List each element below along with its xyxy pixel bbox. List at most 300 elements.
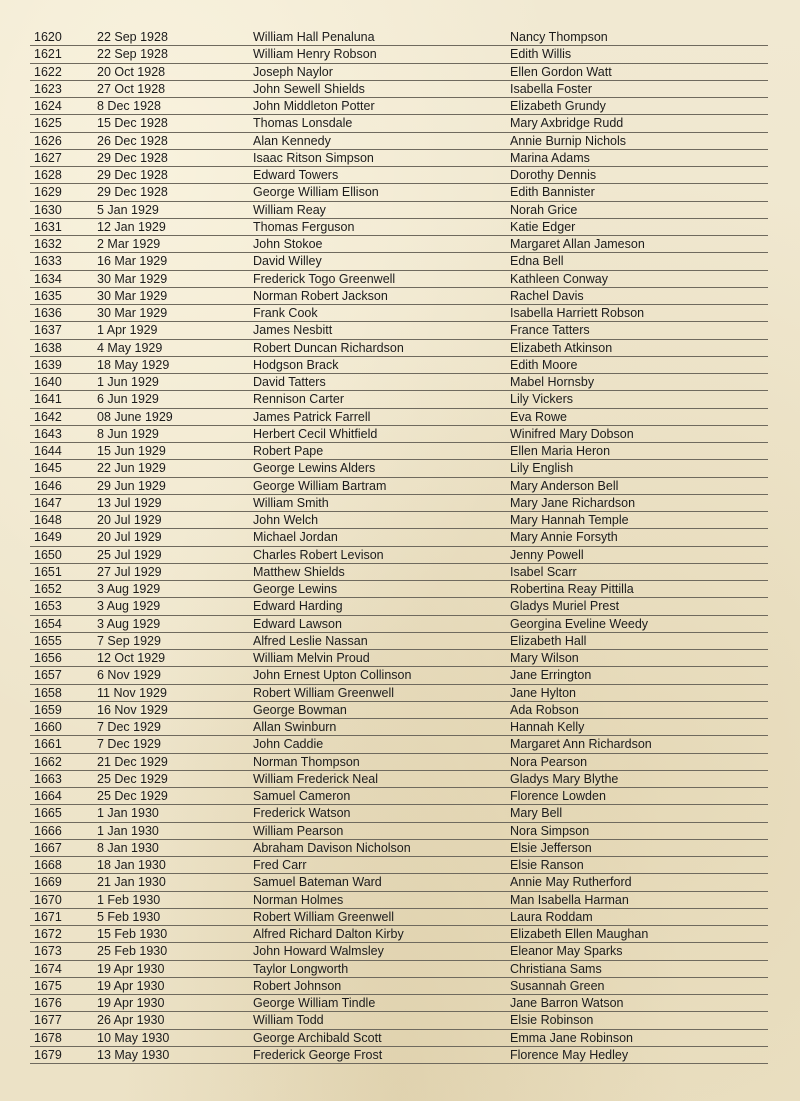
groom-name: Robert Pape	[253, 444, 324, 458]
bride-name: Mary Hannah Temple	[510, 513, 629, 527]
entry-number: 1657	[34, 668, 62, 683]
groom-name: Rennison Carter	[253, 392, 345, 407]
groom-name: William Henry Robson	[253, 47, 377, 62]
register-row	[30, 564, 768, 581]
groom-name: Robert William Greenwell	[253, 685, 395, 700]
marriage-date: 26 Apr 1930	[97, 1013, 165, 1028]
groom-name: William Smith	[253, 495, 329, 510]
bride-name: Ellen Maria Heron	[510, 444, 611, 458]
register-row	[30, 702, 768, 719]
bride-name: Dorothy Dennis	[510, 168, 597, 182]
entry-number: 1678	[34, 1030, 62, 1045]
entry-number: 1672	[34, 927, 62, 941]
register-row	[30, 788, 768, 805]
marriage-date: 25 Dec 1929	[97, 789, 168, 803]
entry-number: 1671	[34, 909, 62, 924]
marriage-date: 10 May 1930	[97, 1030, 170, 1045]
groom-name: David Willey	[253, 254, 322, 269]
register-row	[30, 460, 768, 477]
bride-name: Marina Adams	[510, 150, 590, 165]
entry-number: 1667	[34, 840, 62, 855]
groom-name: George Lewins Alders	[253, 461, 376, 476]
entry-number: 1668	[34, 858, 62, 872]
groom-name: Edward Harding	[253, 599, 343, 614]
register-row	[30, 288, 768, 305]
marriage-date: 29 Jun 1929	[97, 478, 166, 493]
entry-number: 1629	[34, 185, 62, 200]
marriage-date: 25 Feb 1930	[97, 944, 168, 959]
entry-number: 1620	[34, 30, 62, 44]
marriage-date: 7 Dec 1929	[97, 737, 161, 752]
entry-number: 1675	[34, 978, 62, 993]
entry-number: 1631	[34, 219, 62, 234]
bride-name: Georgina Eveline Weedy	[510, 616, 649, 631]
groom-name: George Lewins	[253, 582, 338, 596]
entry-number: 1652	[34, 582, 62, 596]
marriage-date: 5 Feb 1930	[97, 909, 161, 924]
bride-name: Elizabeth Hall	[510, 633, 587, 648]
bride-name: Annie Burnip Nichols	[510, 133, 627, 148]
bride-name: Lily Vickers	[510, 392, 573, 407]
entry-number: 1639	[34, 357, 62, 372]
entry-number: 1635	[34, 288, 62, 303]
register-row	[30, 892, 768, 909]
entry-number: 1648	[34, 513, 62, 527]
groom-name: William Melvin Proud	[253, 651, 370, 665]
marriage-date: 4 May 1929	[97, 340, 163, 355]
bride-name: Margaret Ann Richardson	[510, 737, 652, 752]
entry-number: 1665	[34, 806, 62, 821]
marriage-date: 11 Nov 1929	[97, 685, 167, 700]
entry-number: 1627	[34, 150, 62, 165]
marriage-date: 18 Jan 1930	[97, 858, 166, 872]
groom-name: John Middleton Potter	[253, 99, 375, 113]
marriage-date: 27 Jul 1929	[97, 564, 162, 579]
marriage-date: 25 Jul 1929	[97, 547, 162, 562]
marriage-date: 08 June 1929	[97, 409, 173, 424]
bride-name: Eva Rowe	[510, 409, 567, 424]
register-row	[30, 547, 768, 564]
register-row	[30, 409, 768, 426]
groom-name: Hodgson Brack	[253, 357, 339, 372]
bride-name: Jane Hylton	[510, 685, 577, 700]
bride-name: Isabel Scarr	[510, 564, 577, 579]
bride-name: Nora Simpson	[510, 823, 590, 838]
entry-number: 1660	[34, 720, 62, 734]
bride-name: Emma Jane Robinson	[510, 1030, 633, 1045]
register-row	[30, 391, 768, 408]
bride-name: Elizabeth Atkinson	[510, 340, 613, 355]
groom-name: Norman Thompson	[253, 754, 360, 769]
bride-name: Susannah Green	[510, 978, 605, 993]
entry-number: 1661	[34, 737, 62, 752]
entry-number: 1655	[34, 633, 62, 648]
marriage-date: 7 Dec 1929	[97, 720, 161, 734]
groom-name: Samuel Bateman Ward	[253, 875, 382, 890]
register-row	[30, 357, 768, 374]
entry-number: 1653	[34, 599, 62, 614]
groom-name: James Nesbitt	[253, 323, 333, 338]
groom-name: Charles Robert Levison	[253, 547, 384, 562]
bride-name: Margaret Allan Jameson	[510, 237, 645, 251]
marriage-date: 26 Dec 1928	[97, 133, 168, 148]
groom-name: John Stokoe	[253, 237, 323, 251]
bride-name: Eleanor May Sparks	[510, 944, 623, 959]
entry-number: 1666	[34, 823, 62, 838]
register-row	[30, 202, 768, 219]
marriage-date: 1 Apr 1929	[97, 323, 158, 338]
bride-name: Robertina Reay Pittilla	[510, 582, 634, 596]
groom-name: George William Bartram	[253, 478, 387, 493]
register-row	[30, 115, 768, 132]
groom-name: Allan Swinburn	[253, 720, 337, 734]
groom-name: John Ernest Upton Collinson	[253, 668, 412, 683]
bride-name: Ellen Gordon Watt	[510, 64, 612, 79]
bride-name: Mary Annie Forsyth	[510, 530, 618, 545]
bride-name: Gladys Muriel Prest	[510, 599, 620, 614]
bride-name: Elsie Robinson	[510, 1013, 594, 1028]
entry-number: 1633	[34, 254, 62, 269]
marriage-date: 1 Jan 1930	[97, 806, 159, 821]
bride-name: Mary Axbridge Rudd	[510, 116, 624, 131]
register-row	[30, 909, 768, 926]
entry-number: 1656	[34, 651, 62, 665]
marriage-date: 6 Nov 1929	[97, 668, 161, 683]
register-row	[30, 98, 768, 115]
groom-name: David Tatters	[253, 375, 326, 389]
entry-number: 1650	[34, 547, 62, 562]
marriage-date: 29 Dec 1928	[97, 185, 168, 200]
bride-name: Isabella Foster	[510, 81, 592, 96]
register-row	[30, 719, 768, 736]
marriage-register-table	[30, 29, 768, 1064]
bride-name: Florence May Hedley	[510, 1047, 629, 1062]
entry-number: 1630	[34, 202, 62, 217]
entry-number: 1673	[34, 944, 62, 959]
groom-name: William Pearson	[253, 823, 344, 838]
bride-name: Edith Bannister	[510, 185, 595, 200]
marriage-date: 8 Jan 1930	[97, 840, 159, 855]
register-row	[30, 81, 768, 98]
register-row	[30, 64, 768, 81]
groom-name: Thomas Lonsdale	[253, 116, 353, 131]
bride-name: Elizabeth Grundy	[510, 99, 606, 113]
marriage-date: 1 Jan 1930	[97, 823, 159, 838]
entry-number: 1663	[34, 771, 62, 786]
marriage-date: 30 Mar 1929	[97, 288, 168, 303]
register-row	[30, 667, 768, 684]
register-row	[30, 133, 768, 150]
marriage-date: 1 Feb 1930	[97, 892, 161, 907]
register-row	[30, 823, 768, 840]
register-row	[30, 340, 768, 357]
groom-name: William Reay	[253, 202, 326, 217]
entry-number: 1623	[34, 81, 62, 96]
register-row	[30, 926, 768, 943]
bride-name: Nora Pearson	[510, 754, 588, 769]
marriage-date: 30 Mar 1929	[97, 271, 168, 286]
marriage-date: 21 Jan 1930	[97, 875, 166, 890]
entry-number: 1638	[34, 340, 62, 355]
marriage-date: 6 Jun 1929	[97, 392, 159, 407]
entry-number: 1625	[34, 116, 62, 131]
marriage-date: 20 Jul 1929	[97, 530, 162, 545]
groom-name: George William Ellison	[253, 185, 379, 200]
groom-name: Alfred Leslie Nassan	[253, 633, 368, 648]
register-row	[30, 495, 768, 512]
register-row	[30, 167, 768, 184]
entry-number: 1674	[34, 961, 62, 976]
register-row	[30, 219, 768, 236]
bride-name: Isabella Harriett Robson	[510, 306, 645, 320]
groom-name: James Patrick Farrell	[253, 409, 371, 424]
entry-number: 1640	[34, 375, 62, 389]
marriage-date: 30 Mar 1929	[97, 306, 168, 320]
register-row	[30, 961, 768, 978]
marriage-date: 29 Dec 1928	[97, 150, 168, 165]
marriage-date: 3 Aug 1929	[97, 582, 161, 596]
bride-name: Rachel Davis	[510, 288, 584, 303]
marriage-date: 8 Dec 1928	[97, 99, 161, 113]
groom-name: Robert William Greenwell	[253, 909, 395, 924]
groom-name: John Caddie	[253, 737, 324, 752]
marriage-date: 12 Jan 1929	[97, 219, 166, 234]
groom-name: George Archibald Scott	[253, 1030, 382, 1045]
bride-name: Edith Moore	[510, 357, 578, 372]
entry-number: 1676	[34, 996, 62, 1010]
bride-name: Annie May Rutherford	[510, 875, 632, 890]
marriage-date: 22 Jun 1929	[97, 461, 166, 476]
register-row	[30, 443, 768, 460]
marriage-date: 22 Sep 1928	[97, 30, 168, 44]
bride-name: Mary Anderson Bell	[510, 478, 619, 493]
bride-name: Elizabeth Ellen Maughan	[510, 927, 649, 941]
entry-number: 1628	[34, 168, 62, 182]
bride-name: Florence Lowden	[510, 789, 606, 803]
register-row	[30, 736, 768, 753]
groom-name: William Todd	[253, 1013, 324, 1028]
entry-number: 1664	[34, 789, 62, 803]
marriage-date: 19 Apr 1930	[97, 961, 165, 976]
register-row	[30, 426, 768, 443]
entry-number: 1645	[34, 461, 62, 476]
bride-name: Norah Grice	[510, 202, 578, 217]
entry-number: 1679	[34, 1047, 62, 1062]
bride-name: Elsie Ranson	[510, 858, 584, 872]
bride-name: Edna Bell	[510, 254, 564, 269]
groom-name: John Howard Walmsley	[253, 944, 384, 959]
marriage-date: 2 Mar 1929	[97, 237, 161, 251]
marriage-date: 3 Aug 1929	[97, 616, 161, 631]
groom-name: Fred Carr	[253, 858, 307, 872]
register-row	[30, 650, 768, 667]
marriage-date: 18 May 1929	[97, 357, 170, 372]
entry-number: 1659	[34, 702, 62, 717]
register-row	[30, 805, 768, 822]
entry-number: 1641	[34, 392, 62, 407]
marriage-date: 20 Oct 1928	[97, 64, 166, 79]
register-row	[30, 874, 768, 891]
groom-name: Norman Robert Jackson	[253, 288, 388, 303]
bride-name: Mary Bell	[510, 806, 563, 821]
marriage-date: 19 Apr 1930	[97, 978, 165, 993]
bride-name: Jane Errington	[510, 668, 592, 683]
bride-name: Katie Edger	[510, 219, 576, 234]
groom-name: Michael Jordan	[253, 530, 338, 545]
groom-name: George William Tindle	[253, 996, 376, 1010]
entry-number: 1636	[34, 306, 62, 320]
register-row	[30, 29, 768, 46]
entry-number: 1649	[34, 530, 62, 545]
register-row	[30, 305, 768, 322]
groom-name: Samuel Cameron	[253, 789, 351, 803]
marriage-date: 7 Sep 1929	[97, 633, 161, 648]
entry-number: 1632	[34, 237, 62, 251]
register-row	[30, 857, 768, 874]
entry-number: 1662	[34, 754, 62, 769]
groom-name: Robert Johnson	[253, 978, 342, 993]
groom-name: George Bowman	[253, 702, 347, 717]
marriage-date: 1 Jun 1929	[97, 375, 159, 389]
entry-number: 1658	[34, 685, 62, 700]
register-row	[30, 478, 768, 495]
register-row	[30, 943, 768, 960]
entry-number: 1651	[34, 564, 62, 579]
bride-name: Mary Jane Richardson	[510, 495, 636, 510]
marriage-date: 8 Jun 1929	[97, 426, 159, 441]
entry-number: 1647	[34, 495, 62, 510]
bride-name: Jane Barron Watson	[510, 996, 624, 1010]
marriage-date: 12 Oct 1929	[97, 651, 166, 665]
groom-name: Alan Kennedy	[253, 133, 331, 148]
marriage-date: 13 May 1930	[97, 1047, 170, 1062]
entry-number: 1670	[34, 892, 62, 907]
marriage-date: 3 Aug 1929	[97, 599, 161, 614]
bride-name: France Tatters	[510, 323, 590, 338]
register-row	[30, 771, 768, 788]
register-row	[30, 598, 768, 615]
groom-name: Frederick Watson	[253, 806, 351, 821]
marriage-date: 25 Dec 1929	[97, 771, 168, 786]
groom-name: Edward Towers	[253, 168, 339, 182]
register-row	[30, 271, 768, 288]
groom-name: Abraham Davison Nicholson	[253, 840, 411, 855]
entry-number: 1637	[34, 323, 62, 338]
groom-name: Isaac Ritson Simpson	[253, 150, 374, 165]
bride-name: Gladys Mary Blythe	[510, 771, 619, 786]
entry-number: 1646	[34, 478, 62, 493]
bride-name: Christiana Sams	[510, 961, 602, 976]
marriage-date: 21 Dec 1929	[97, 754, 168, 769]
marriage-date: 15 Feb 1930	[97, 927, 168, 941]
bride-name: Kathleen Conway	[510, 271, 608, 286]
groom-name: Alfred Richard Dalton Kirby	[253, 927, 404, 941]
entry-number: 1643	[34, 426, 62, 441]
entry-number: 1654	[34, 616, 62, 631]
marriage-date: 27 Oct 1928	[97, 81, 166, 96]
register-row	[30, 184, 768, 201]
register-row	[30, 46, 768, 63]
marriage-date: 20 Jul 1929	[97, 513, 162, 527]
groom-name: Edward Lawson	[253, 616, 342, 631]
register-row	[30, 633, 768, 650]
register-row	[30, 1012, 768, 1029]
bride-name: Edith Willis	[510, 47, 572, 62]
register-row	[30, 1047, 768, 1064]
register-row	[30, 150, 768, 167]
register-row	[30, 995, 768, 1012]
register-row	[30, 512, 768, 529]
entry-number: 1622	[34, 64, 62, 79]
register-row	[30, 322, 768, 339]
marriage-date: 5 Jan 1929	[97, 202, 159, 217]
marriage-date: 15 Dec 1928	[97, 116, 168, 131]
groom-name: Robert Duncan Richardson	[253, 340, 404, 355]
groom-name: John Sewell Shields	[253, 81, 365, 96]
register-row	[30, 581, 768, 598]
entry-number: 1626	[34, 133, 62, 148]
entry-number: 1677	[34, 1013, 62, 1028]
groom-name: Taylor Longworth	[253, 961, 349, 976]
register-row	[30, 236, 768, 253]
groom-name: Matthew Shields	[253, 564, 345, 579]
groom-name: Frank Cook	[253, 306, 318, 320]
entry-number: 1634	[34, 271, 62, 286]
marriage-date: 13 Jul 1929	[97, 495, 162, 510]
groom-name: John Welch	[253, 513, 319, 527]
register-row	[30, 1030, 768, 1047]
bride-name: Winifred Mary Dobson	[510, 426, 634, 441]
register-row	[30, 685, 768, 702]
bride-name: Ada Robson	[510, 702, 579, 717]
groom-name: Herbert Cecil Whitfield	[253, 426, 378, 441]
marriage-date: 29 Dec 1928	[97, 168, 168, 182]
groom-name: Joseph Naylor	[253, 64, 333, 79]
groom-name: Norman Holmes	[253, 892, 344, 907]
groom-name: Thomas Ferguson	[253, 219, 355, 234]
entry-number: 1642	[34, 409, 62, 424]
marriage-date: 16 Mar 1929	[97, 254, 168, 269]
register-row	[30, 840, 768, 857]
bride-name: Elsie Jefferson	[510, 840, 592, 855]
entry-number: 1644	[34, 444, 62, 458]
groom-name: Frederick Togo Greenwell	[253, 271, 396, 286]
marriage-date: 16 Nov 1929	[97, 702, 168, 717]
bride-name: Hannah Kelly	[510, 720, 585, 734]
register-row	[30, 374, 768, 391]
groom-name: Frederick George Frost	[253, 1047, 383, 1062]
register-row	[30, 253, 768, 270]
groom-name: William Hall Penaluna	[253, 30, 375, 44]
register-row	[30, 754, 768, 771]
entry-number: 1624	[34, 99, 62, 113]
bride-name: Man Isabella Harman	[510, 892, 629, 907]
bride-name: Mabel Hornsby	[510, 375, 595, 389]
bride-name: Laura Roddam	[510, 909, 593, 924]
bride-name: Nancy Thompson	[510, 30, 608, 44]
bride-name: Mary Wilson	[510, 651, 579, 665]
register-row	[30, 616, 768, 633]
groom-name: William Frederick Neal	[253, 771, 379, 786]
marriage-date: 22 Sep 1928	[97, 47, 168, 62]
register-row	[30, 978, 768, 995]
entry-number: 1669	[34, 875, 62, 890]
bride-name: Jenny Powell	[510, 547, 584, 562]
marriage-date: 15 Jun 1929	[97, 444, 166, 458]
entry-number: 1621	[34, 47, 62, 62]
bride-name: Lily English	[510, 461, 574, 476]
marriage-date: 19 Apr 1930	[97, 996, 165, 1010]
